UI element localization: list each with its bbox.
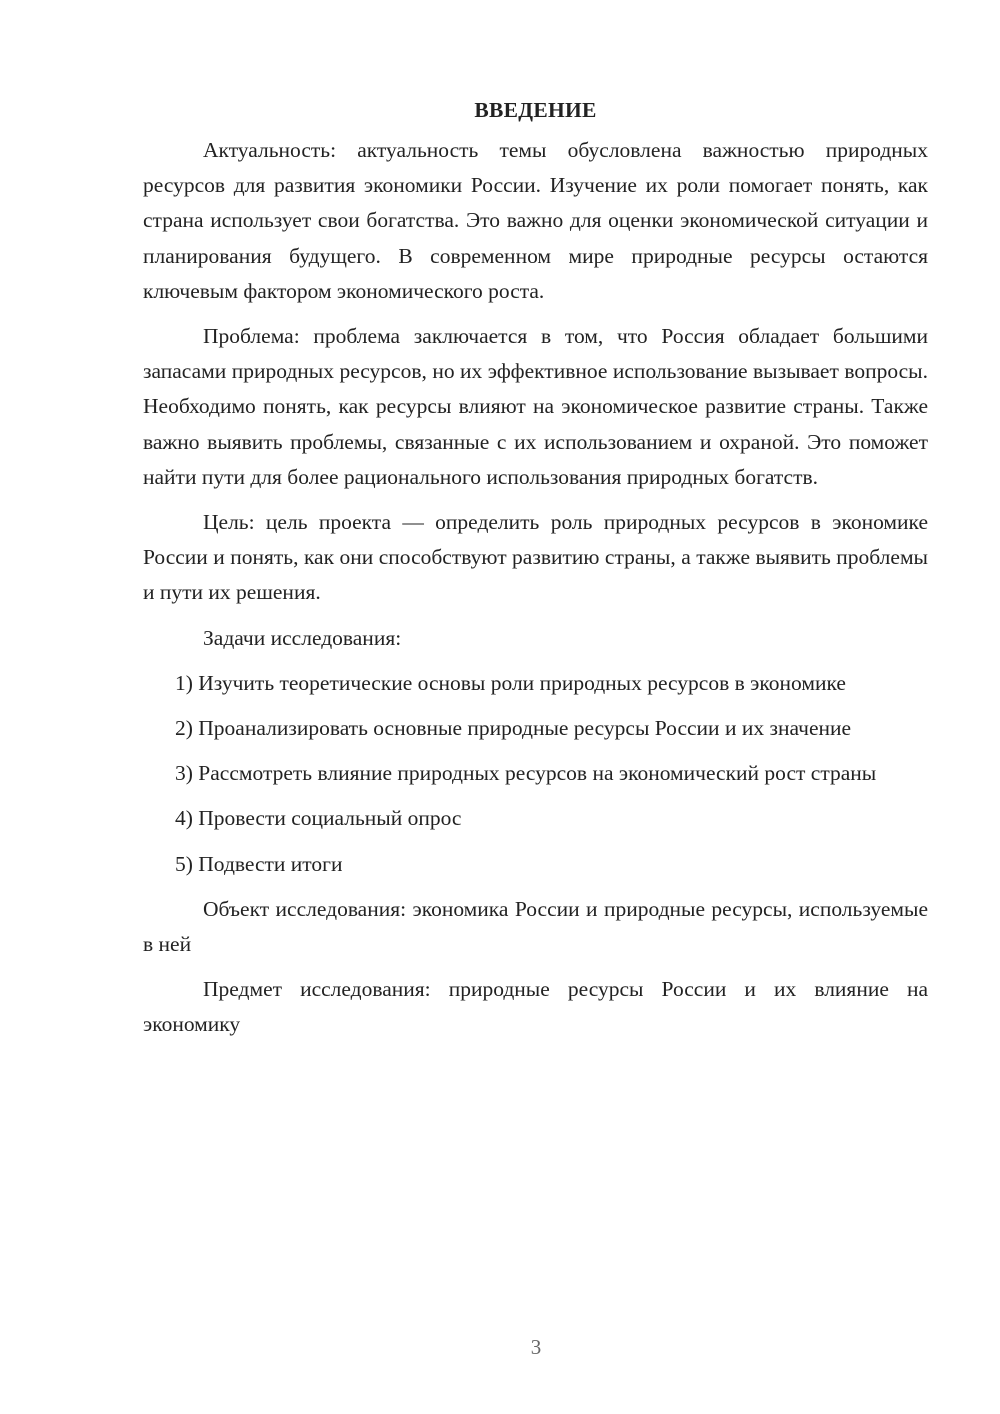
task-item-4: 4) Провести социальный опрос	[175, 806, 462, 831]
object-paragraph: Объект исследования: экономика России и природные ресурсы, используемые в ней	[143, 896, 928, 957]
page-title: ВВЕДЕНИЕ	[474, 98, 597, 122]
page-number: 3	[530, 1335, 542, 1359]
task-item-3: 3) Рассмотреть влияние природных ресурсов на экономический рост страны	[175, 761, 877, 786]
page-content	[143, 93, 928, 1053]
relevance-paragraph: Актуальность: актуальность темы обусловлена важностью природных ресурсов для развития экономики России. Изучение их роли помогает понять, как страна использует свои богатства. Это важно для оценки экономической ситуации и планирования будущего. В современном мире природные ресурсы остаются ключевым фактором экономического роста.	[143, 138, 928, 303]
goal-paragraph: Цель: цель проекта — определить роль природных ресурсов в экономике России и понять, как они способствуют развитию страны, а также выявить проблемы и пути их решения.	[143, 510, 928, 605]
task-item-5: 5) Подвести итоги	[175, 851, 343, 876]
tasks-heading: Задачи исследования:	[203, 625, 402, 650]
problem-paragraph: Проблема: проблема заключается в том, что Россия обладает большими запасами природных ресурсов, но их эффективное использование вызывает вопросы. Необходимо понять, как ресурсы влияют на экономическое развитие страны. Также важно выявить проблемы, связанные с их использованием и охраной. Это поможет найти пути для более рационального использования природных богатств.	[143, 324, 928, 489]
subject-paragraph: Предмет исследования: природные ресурсы России и их влияние на экономику	[143, 977, 928, 1037]
task-item-1: 1) Изучить теоретические основы роли природных ресурсов в экономике	[175, 670, 846, 695]
task-item-2: 2) Проанализировать основные природные ресурсы России и их значение	[175, 716, 852, 741]
